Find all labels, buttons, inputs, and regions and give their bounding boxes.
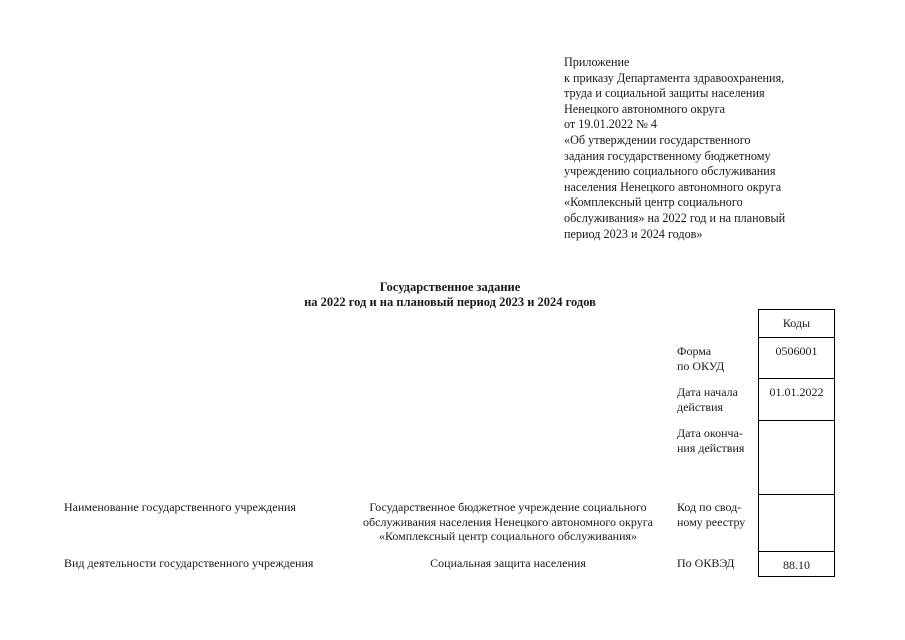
registry-code-cell [759,494,834,551]
appendix-line: к приказу Департамента здравоохранения, [564,70,785,85]
appendix-line: учреждению социального обслуживания [564,164,776,179]
okved-code-cell: 88.10 [759,551,834,576]
end-date-cell [759,420,834,494]
institution-name-line: Государственное бюджетное учреждение социального [369,500,647,514]
registry-label-line: ному реестру [677,514,746,529]
end-date-label-line: Дата оконча- [677,426,743,440]
title-line-1: Государственное задание [379,280,521,294]
registry-label-line: Код по свод- [677,500,742,514]
start-date-label-line: Дата начала [677,385,738,399]
appendix-line: задания государственному бюджетному [564,148,771,163]
start-date-cell: 01.01.2022 [759,378,834,420]
appendix-line: «Об утверждении государственного [564,132,751,147]
appendix-line: «Комплексный центр социального [564,195,743,210]
institution-name-value [340,500,676,544]
appendix-block [564,55,864,242]
title-line-2: на 2022 год и на плановый период 2023 и 2024 годов [304,295,596,309]
okud-label-line: по ОКУД [677,358,725,373]
institution-name-label: Наименование государственного учреждения [64,500,296,514]
appendix-line: Приложение [564,55,630,69]
start-date-label [677,385,738,414]
end-date-label-line: ния действия [677,440,745,455]
institution-name-line: «Комплексный центр социального обслуживания» [378,529,638,543]
registry-label [677,500,745,529]
okved-label: По ОКВЭД [677,556,735,570]
end-date-label [677,426,744,455]
codes-table [758,309,835,577]
appendix-line: период 2023 и 2024 годов» [564,226,703,241]
appendix-line: труда и социальной защиты населения [564,86,765,101]
activity-type-label: Вид деятельности государственного учреждения [64,556,314,570]
institution-name-line: обслуживания населения Ненецкого автономного округа [363,514,653,529]
codes-header: Коды [782,316,811,330]
okud-label [677,344,724,373]
activity-type-value: Социальная защита населения [430,556,586,570]
okud-label-line: Форма [677,344,712,358]
appendix-line: обслуживания» на 2022 год и на плановый [564,210,786,225]
appendix-line: от 19.01.2022 № 4 [564,117,657,132]
document-title [150,280,750,310]
appendix-line: населения Ненецкого автономного округа [564,179,782,194]
okud-code-cell: 0506001 [759,337,834,378]
start-date-label-line: действия [677,399,724,414]
appendix-line: Ненецкого автономного округа [564,101,726,116]
